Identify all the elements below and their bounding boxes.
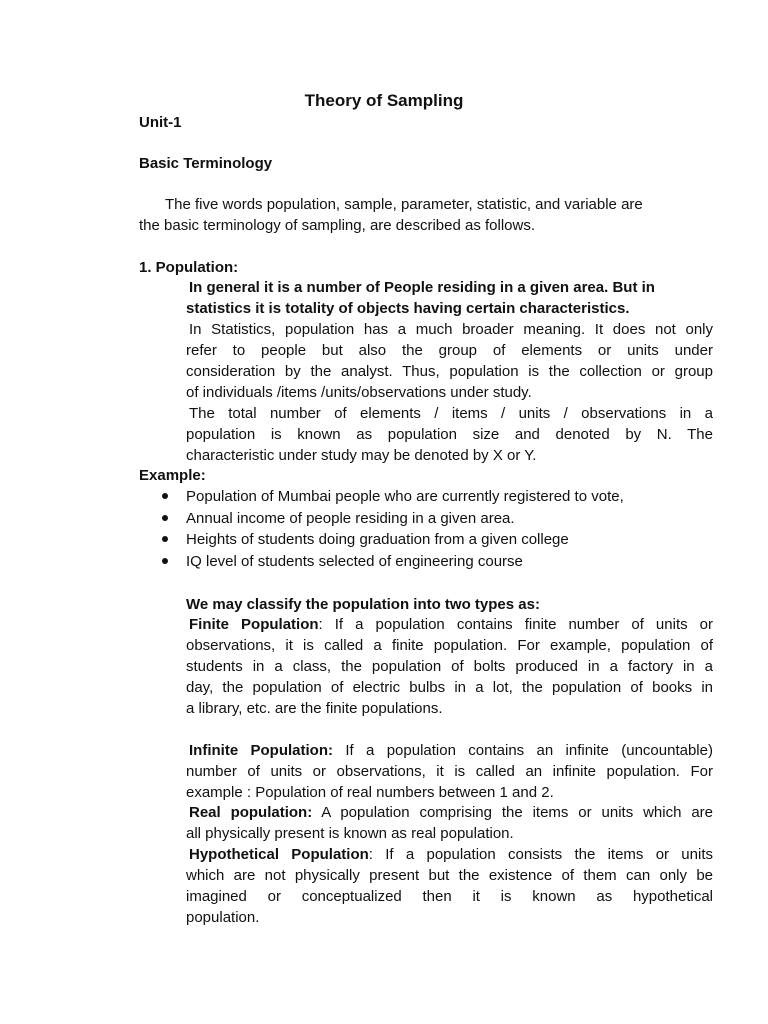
example-text: IQ level of students selected of engineering course [186,553,523,571]
para2-line-3: characteristic under study may be denoted by X or Y. [186,447,537,464]
example-text: Annual income of people residing in a given area. [186,509,515,527]
section-heading: Basic Terminology [139,155,273,172]
para2-line-2: population is known as population size and denoted by N. The [186,426,713,443]
infinite-line-3: example : Population of real numbers between 1 and 2. [186,784,554,801]
finite-line-3: students in a class, the population of bolts produced in a factory in a [186,658,713,675]
hypothetical-term: Hypothetical Population [189,846,369,863]
intro-line-1: The five words population, sample, parameter, statistic, and variable are [165,196,643,213]
page-title: Theory of Sampling [304,91,464,110]
population-heading: 1. Population: [139,259,239,276]
example-text: Heights of students doing graduation from a given college [186,531,569,549]
population-paragraph-1 [186,319,713,403]
list-item [160,486,624,508]
unit-label: Unit-1 [139,114,182,131]
list-item [160,508,624,530]
list-item [160,551,624,573]
definition-line-1: In general it is a number of People residing in a given area. But in [189,279,655,296]
real-population-paragraph [186,802,713,844]
real-first-rest: A population comprising the items or units which are [312,804,713,821]
finite-line-2: observations, it is called a finite population. For example, population of [186,637,713,654]
list-item [160,529,624,551]
hypothetical-line-1 [186,844,713,865]
infinite-population-paragraph [186,740,713,803]
definition-line-2: statistics it is totality of objects having certain characteristics. [186,300,630,317]
infinite-first-rest: If a population contains an infinite (uncountable) [333,742,713,759]
hypothetical-line-2: which are not physically present but the existence of them can only be [186,867,713,884]
infinite-line-2: number of units or observations, it is called an infinite population. For [186,763,713,780]
finite-line-5: a library, etc. are the finite populations. [186,700,443,717]
finite-first-rest: : If a population contains finite number of units or [318,616,713,633]
infinite-line-1 [186,740,713,761]
bullet-icon [162,493,168,499]
example-heading: Example: [139,467,206,484]
para1-line-1: In Statistics, population has a much broader meaning. It does not only [189,321,713,338]
example-list [160,486,624,573]
hypothetical-first-rest: : If a population consists the items or units [368,846,713,863]
example-text: Population of Mumbai people who are currently registered to vote, [186,488,624,505]
population-paragraph-2 [186,403,713,466]
hypothetical-population-paragraph [186,844,713,928]
intro-line-2: the basic terminology of sampling, are described as follows. [139,217,536,234]
para2-line-1: The total number of elements / items / units / observations in a [189,405,713,422]
infinite-term: Infinite Population: [189,742,333,759]
finite-term: Finite Population [189,616,319,633]
para1-line-3: consideration by the analyst. Thus, population is the collection or group [186,363,713,380]
hypothetical-line-3: imagined or conceptualized then it is known as hypothetical [186,888,713,905]
real-line-2: all physically present is known as real population. [186,825,514,842]
finite-population-paragraph [186,614,713,719]
classify-heading: We may classify the population into two types as: [186,596,540,613]
finite-line-1 [186,614,713,635]
bullet-icon [162,515,168,521]
para1-line-2: refer to people but also the group of elements or units under [186,342,713,359]
real-line-1 [186,802,713,823]
para1-line-4: of individuals /items /units/observations under study. [186,384,532,401]
real-term: Real population: [189,804,313,821]
finite-line-4: day, the population of electric bulbs in a lot, the population of books in [186,679,713,696]
bullet-icon [162,536,168,542]
hypothetical-line-4: population. [186,909,260,926]
bullet-icon [162,558,168,564]
